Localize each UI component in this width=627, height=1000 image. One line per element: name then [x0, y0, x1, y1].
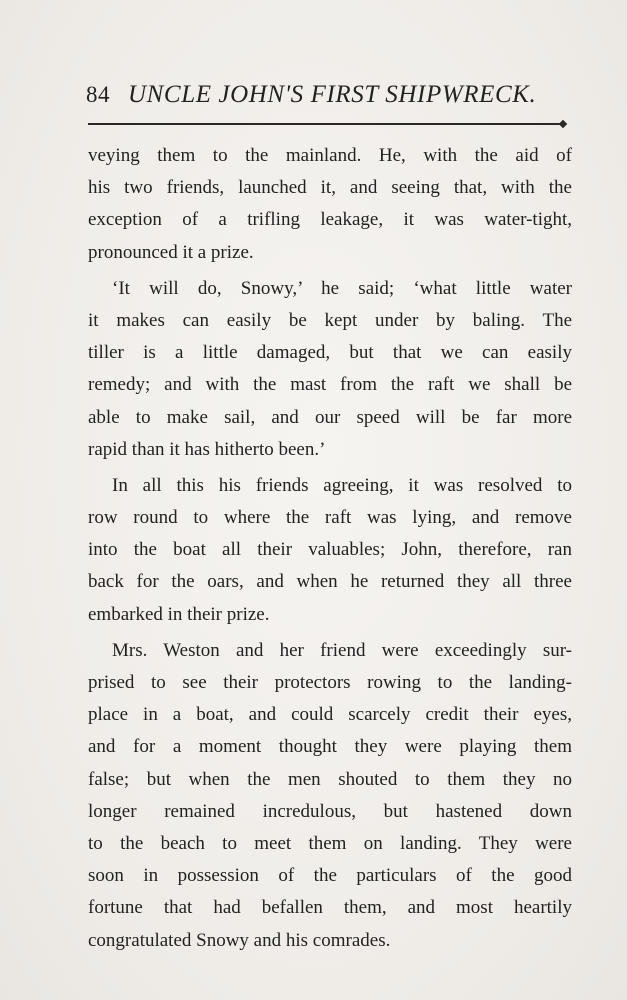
page-header	[86, 78, 556, 118]
text-line: his two friends, launched it, and seeing that, with the	[88, 177, 572, 199]
text-line: soon in possession of the particulars of the good	[88, 865, 572, 887]
text-line: congratulated Snowy and his comrades.	[88, 929, 391, 951]
text-line: longer remained incredulous, but hastened down	[88, 800, 572, 822]
text-line: Mrs. Weston and her friend were exceedingly sur-	[112, 639, 572, 661]
text-line: prised to see their protectors rowing to the landing-	[88, 672, 572, 693]
text-line: into the boat all their valuables; John, therefore, ran	[88, 539, 572, 561]
text-line: to the beach to meet them on landing. They were	[88, 832, 572, 854]
paragraph-4	[88, 635, 572, 957]
text-line: fortune that had befallen them, and most heartily	[88, 897, 572, 919]
body-text	[88, 140, 572, 957]
page-number: 84	[86, 82, 110, 107]
text-line: In all this his friends agreeing, it was resolved to	[112, 474, 572, 496]
text-line: place in a boat, and could scarcely credit their eyes,	[88, 704, 572, 726]
text-line: able to make sail, and our speed will be far more	[88, 406, 572, 428]
text-line: it makes can easily be kept under by baling. The	[88, 309, 572, 331]
running-title: UNCLE JOHN'S FIRST SHIPWRECK.	[128, 81, 537, 108]
paragraph-3	[88, 470, 572, 631]
text-line: pronounced it a prize.	[88, 241, 254, 263]
paragraph-2	[88, 273, 572, 466]
text-line: row round to where the raft was lying, and remove	[88, 507, 572, 529]
text-line: remedy; and with the mast from the raft we shall be	[88, 374, 572, 396]
text-line: and for a moment thought they were playing them	[88, 736, 572, 758]
text-line: veying them to the mainland. He, with the aid of	[88, 145, 572, 166]
text-line: tiller is a little damaged, but that we can easily	[88, 342, 572, 364]
header-rule	[88, 123, 564, 125]
paragraph-1	[88, 140, 572, 269]
text-line: embarked in their prize.	[88, 603, 270, 625]
text-line: rapid than it has hitherto been.’	[88, 438, 326, 460]
header-rule-tip	[559, 120, 567, 128]
text-line: ‘It will do, Snowy,’ he said; ‘what little water	[112, 277, 572, 299]
text-line: false; but when the men shouted to them they no	[88, 768, 572, 790]
text-line: back for the oars, and when he returned they all three	[88, 571, 572, 593]
text-line: exception of a trifling leakage, it was water-tight,	[88, 209, 572, 231]
